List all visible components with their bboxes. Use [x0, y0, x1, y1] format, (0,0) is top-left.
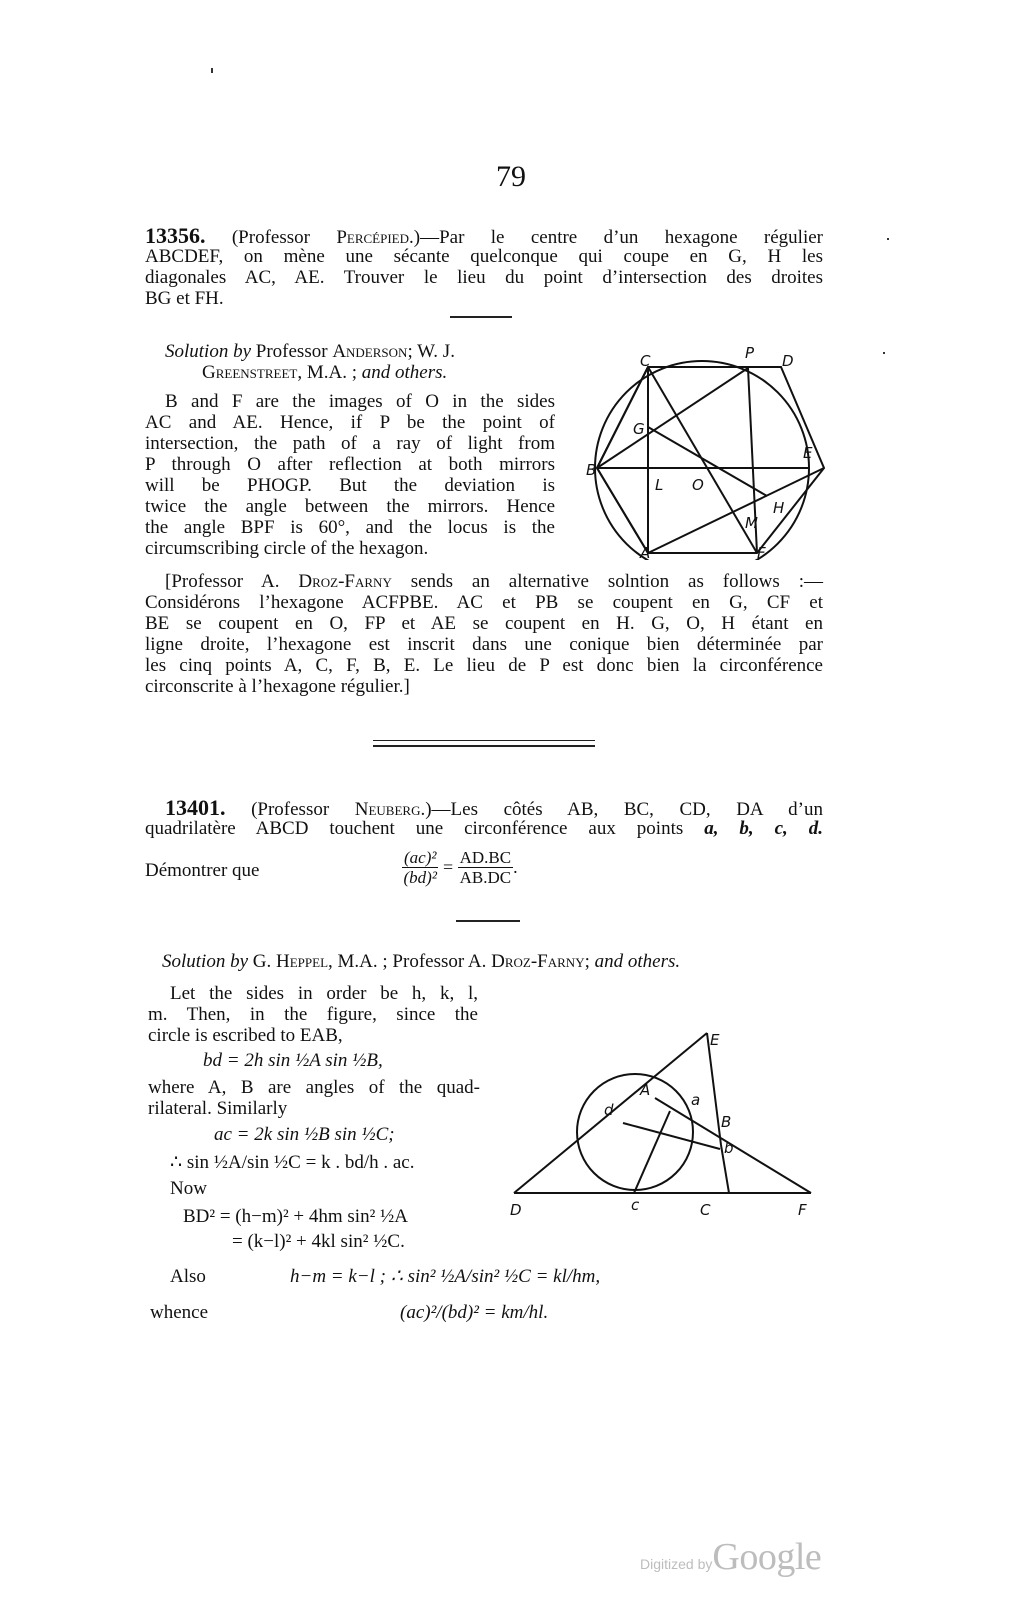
proposer-suffix: .)—Les côtés AB, BC, CD, DA d’un	[420, 799, 824, 820]
solution-text-line: will be PHOGP. But the deviation is	[145, 475, 555, 496]
lhs-denominator: (bd)²	[403, 868, 437, 887]
section-rule	[456, 920, 520, 922]
solver-initial: G.	[252, 951, 272, 972]
problem-text-line: diagonales AC, AE. Trouver le lieu du point d’intersection des droites	[145, 267, 823, 288]
solver-separator: , M.A. ; Professor A.	[328, 951, 487, 972]
solver-separator: , M.A. ;	[297, 362, 357, 383]
figure-label: A	[640, 544, 651, 560]
problem-13401-line-2	[145, 818, 823, 839]
line-ac	[634, 1111, 670, 1193]
figure-label: C	[640, 352, 651, 370]
also-equation: h−m = k−l ; ∴ sin² ½A/sin² ½C = kl/hm,	[290, 1266, 601, 1287]
proposer-name: Neuberg	[354, 799, 421, 820]
formula-lhs	[402, 848, 438, 887]
solution-by-label: Solution by	[162, 951, 249, 972]
solver-name: Droz-Farny	[491, 951, 585, 972]
problem-13356-line-1	[145, 225, 823, 248]
line-goh	[648, 427, 767, 496]
formula-period: .	[513, 857, 518, 877]
lhs-numerator: (ac)²	[404, 848, 437, 867]
page-number: 79	[496, 160, 526, 193]
equation-line: ac = 2k sin ½B sin ½C;	[214, 1124, 395, 1145]
solution-text-line: intersection, the path of a ray of light from	[145, 433, 555, 454]
alternative-prefix: [Professor A.	[165, 571, 299, 592]
rhs-numerator: AD.BC	[459, 848, 512, 867]
solution-text-line: m. Then, in the figure, since the	[148, 1004, 478, 1025]
section-rule	[450, 316, 512, 318]
problem-13401-line-1	[165, 797, 823, 820]
scan-speck	[883, 352, 885, 354]
figure-label: b	[724, 1139, 734, 1157]
line-bc	[597, 367, 648, 468]
double-rule-top	[373, 740, 595, 741]
google-logo-text: Google	[712, 1536, 822, 1578]
tangent-points: a, b, c, d.	[704, 818, 823, 839]
alternative-text-line: circonscrite à l’hexagone régulier.]	[145, 676, 410, 697]
alternative-text-line: BE se coupent en O, FP et AE se coupent en H. G, O, H étant en	[145, 613, 823, 634]
and-others: and others.	[594, 951, 681, 972]
proposer-prefix: (Professor	[231, 227, 337, 248]
solution-text-line: circle is escribed to EAB,	[148, 1025, 343, 1046]
alternative-text-line: ligne droite, l’hexagone est inscrit dans une conique bien déterminée par	[145, 634, 823, 655]
figure-label: D	[510, 1201, 522, 1219]
line-ae	[648, 468, 824, 553]
rhs-denominator: AB.DC	[459, 868, 512, 887]
equals-sign: =	[442, 857, 454, 877]
problem-text-line: BG et FH.	[145, 288, 224, 309]
line-bp	[597, 368, 748, 468]
figure-label: A	[640, 1081, 651, 1099]
equation-line: BD² = (h−m)² + 4hm sin² ½A	[183, 1206, 408, 1227]
figure-label: C	[700, 1201, 711, 1219]
formula-display	[402, 848, 518, 887]
figure-label: E	[803, 444, 813, 462]
alternative-line-1	[165, 571, 823, 592]
escribed-circle-figure	[500, 985, 830, 1230]
figure-label: D	[782, 352, 794, 370]
problem-number: 13401.	[165, 795, 226, 820]
and-others: and others.	[361, 362, 448, 383]
line-cf	[648, 367, 757, 553]
figure-label: d	[604, 1101, 614, 1119]
solution-text-line: the angle BPF is 60°, and the locus is the	[145, 517, 555, 538]
figure-label: B	[721, 1113, 732, 1131]
problem-number: 13356.	[145, 223, 206, 248]
figure-label: H	[773, 499, 785, 517]
line-db	[623, 1123, 720, 1149]
figure-label: M	[745, 514, 758, 532]
solver-name: Greenstreet	[202, 362, 298, 383]
solver-name: Anderson	[332, 341, 408, 362]
whence-label: whence	[150, 1302, 209, 1323]
solution-text-line: P through O after reflection at both mirrors	[145, 454, 555, 475]
solver-separator: ;	[584, 951, 590, 972]
solution-text-line: twice the angle between the mirrors. Hence	[145, 496, 555, 517]
problem-text-line: ABCDEF, on mène une sécante quelconque qui coupe en G, H les	[145, 246, 823, 267]
solution-by-label: Solution by	[165, 341, 252, 362]
equation-line: ∴ sin ½A/sin ½C = k . bd/h . ac.	[170, 1152, 415, 1173]
problem-text: quadrilatère ABCD touchent une circonférence aux points	[145, 818, 684, 839]
demontrer-label: Démontrer que	[145, 860, 260, 881]
figure-label: L	[655, 476, 664, 494]
solution-text-line: Let the sides in order be h, k, l,	[170, 983, 478, 1004]
formula-rhs	[458, 848, 513, 887]
hexagon-figure	[585, 330, 825, 560]
figure-label: F	[798, 1201, 807, 1219]
figure-label: E	[710, 1031, 720, 1049]
proposer-name: Percépied	[336, 227, 409, 248]
double-rule-bottom	[373, 745, 595, 747]
digitized-by-google-watermark	[640, 1535, 821, 1579]
figure-label: c	[631, 1196, 640, 1214]
line-ec	[707, 1033, 721, 1145]
proposer-prefix: (Professor	[251, 799, 355, 820]
solution-text-line: circumscribing circle of the hexagon.	[145, 538, 429, 559]
solution-text-line: AC and AE. Hence, if P be the point of	[145, 412, 555, 433]
scan-speck	[887, 238, 889, 240]
solution-text-line: Now	[170, 1178, 207, 1199]
solution-heading-line-1	[165, 341, 455, 362]
also-label: Also	[170, 1266, 206, 1287]
solution-text-line: rilateral. Similarly	[148, 1098, 288, 1119]
solution-heading-line-2	[202, 362, 447, 383]
scan-speck	[211, 68, 213, 73]
solution-heading	[162, 951, 680, 972]
whence-equation: (ac)²/(bd)² = km/hl.	[400, 1302, 549, 1323]
solution-text-line: where A, B are angles of the quad-	[148, 1077, 480, 1098]
figure-label: O	[692, 476, 704, 494]
figure-label: a	[691, 1091, 701, 1109]
equation-line: = (k−l)² + 4kl sin² ½C.	[232, 1231, 405, 1252]
alternative-suffix: sends an alternative solntion as follows :—	[391, 571, 823, 592]
alternative-author: Droz-Farny	[298, 571, 392, 592]
figure-label: B	[586, 461, 597, 479]
alternative-text-line: Considérons l’hexagone ACFPBE. AC et PB se coupent en G, CF et	[145, 592, 823, 613]
alternative-text-line: les cinq points A, C, F, B, E. Le lieu de P est donc bien la circonférence	[145, 655, 823, 676]
solver-name: Heppel	[276, 951, 329, 972]
figure-label: G	[633, 420, 645, 438]
figure-label: P	[745, 344, 755, 362]
solution-text-line: B and F are the images of O in the sides	[165, 391, 555, 412]
professor-label: Professor	[255, 341, 328, 362]
solver-separator: ; W. J.	[407, 341, 455, 362]
figure-label: F	[757, 544, 766, 560]
proposer-suffix: .)—Par le centre d’un hexagone régulier	[409, 227, 823, 248]
watermark-small-text: Digitized by	[640, 1556, 713, 1572]
equation-line: bd = 2h sin ½A sin ½B,	[203, 1050, 383, 1071]
